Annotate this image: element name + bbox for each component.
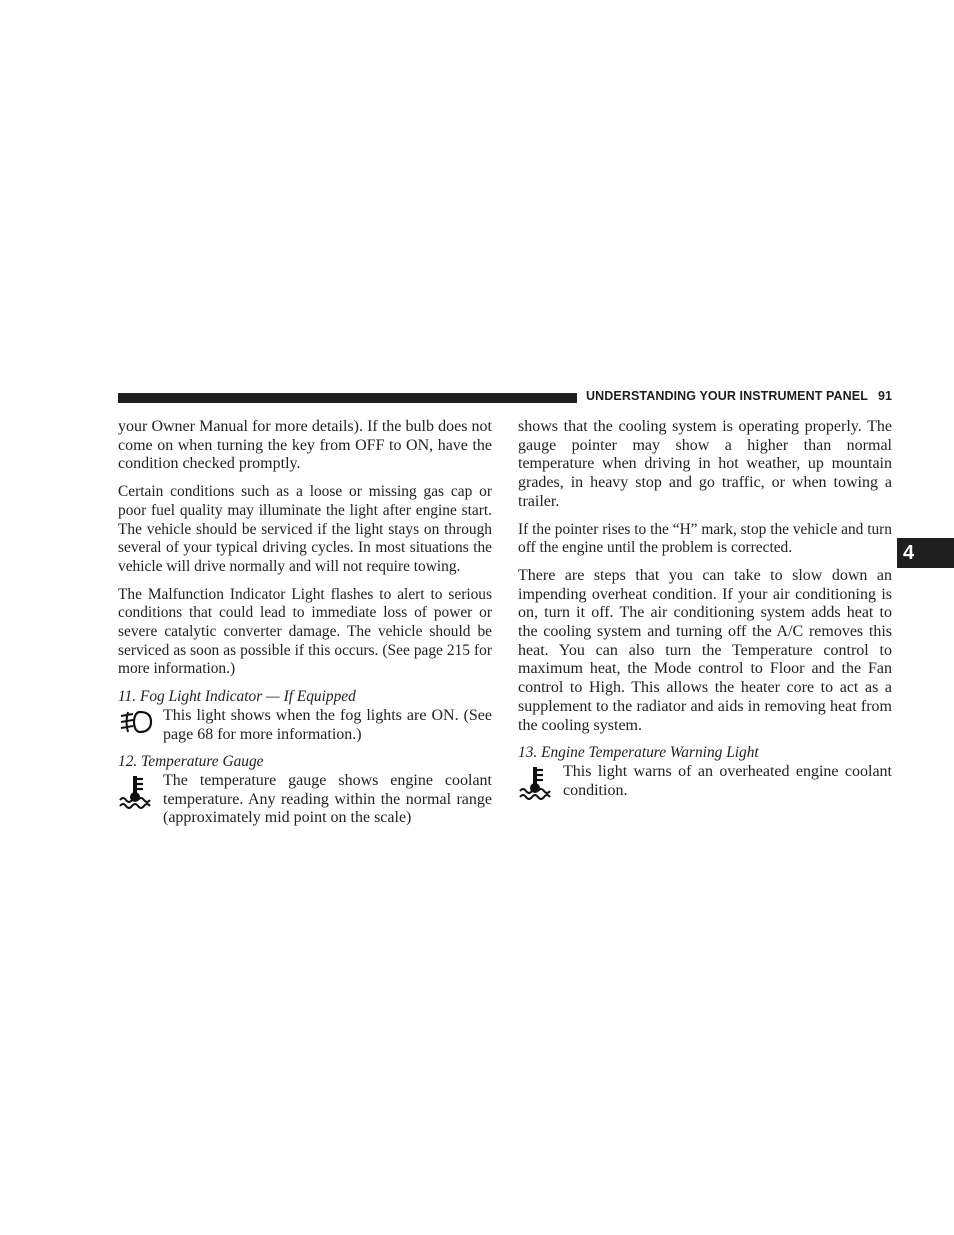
item-11-text: This light shows when the fog lights are ON. (See page 68 for more information.) [163,706,492,743]
coolant-temperature-icon [118,774,154,815]
paragraph: Certain conditions such as a loose or missing gas cap or poor fuel quality may illuminate the light after engine start. The vehicle should be serviced if the light stays on through several of your typical driving cycles. In most situations the vehicle will drive normally and will not require towing. [118,483,492,575]
fog-light-icon [118,709,154,740]
left-column [118,418,492,837]
chapter-tab: 4 [897,538,954,568]
paragraph: The Malfunction Indicator Light flashes to alert to serious conditions that could lead to immediate loss of power or severe catalytic converter damage. The vehicle should be serviced as soon as possible if this occurs. (See page 215 for more information.) [118,585,492,678]
item-12-text: The temperature gauge shows engine coolant temperature. Any reading within the normal range (approximately mid point on the scale) [163,771,492,827]
section-title: UNDERSTANDING YOUR INSTRUMENT PANEL [586,389,868,403]
item-13-heading: 13. Engine Temperature Warning Light [518,744,759,762]
page-number: 91 [877,389,893,403]
item-13-text: This light warns of an overheated engine coolant condition. [563,762,892,799]
item-13-body [518,763,892,800]
header-rule [118,393,577,403]
paragraph: shows that the cooling system is operating properly. The gauge pointer may show a higher than normal temperature when driving in hot weather, up mountain grades, in heavy stop and go traffic, or when towing a trailer. [518,418,892,510]
item-11-heading: 11. Fog Light Indicator — If Equipped [118,688,356,706]
coolant-temperature-icon [518,765,554,806]
paragraph: If the pointer rises to the “H” mark, stop the vehicle and turn off the engine until the problem is corrected. [518,520,892,557]
right-column [518,418,892,809]
item-12-body [118,772,492,828]
paragraph: your Owner Manual for more details). If the bulb does not come on when turning the key from OFF to ON, have the condition checked promptly. [118,418,492,473]
item-11-body [118,707,492,744]
paragraph: There are steps that you can take to slow down an impending overheat condition. If your air conditioning is on, turn it off. The air conditioning system adds heat to the cooling system and turning off the A/C removes this heat. You can also turn the Temperature control to maximum heat, the Mode control to Floor and the Fan control to High. This allows the heater core to act as a supplement to the radiator and aids in removing heat from the cooling system. [518,566,892,734]
running-header [586,389,892,403]
item-12-heading: 12. Temperature Gauge [118,753,264,771]
